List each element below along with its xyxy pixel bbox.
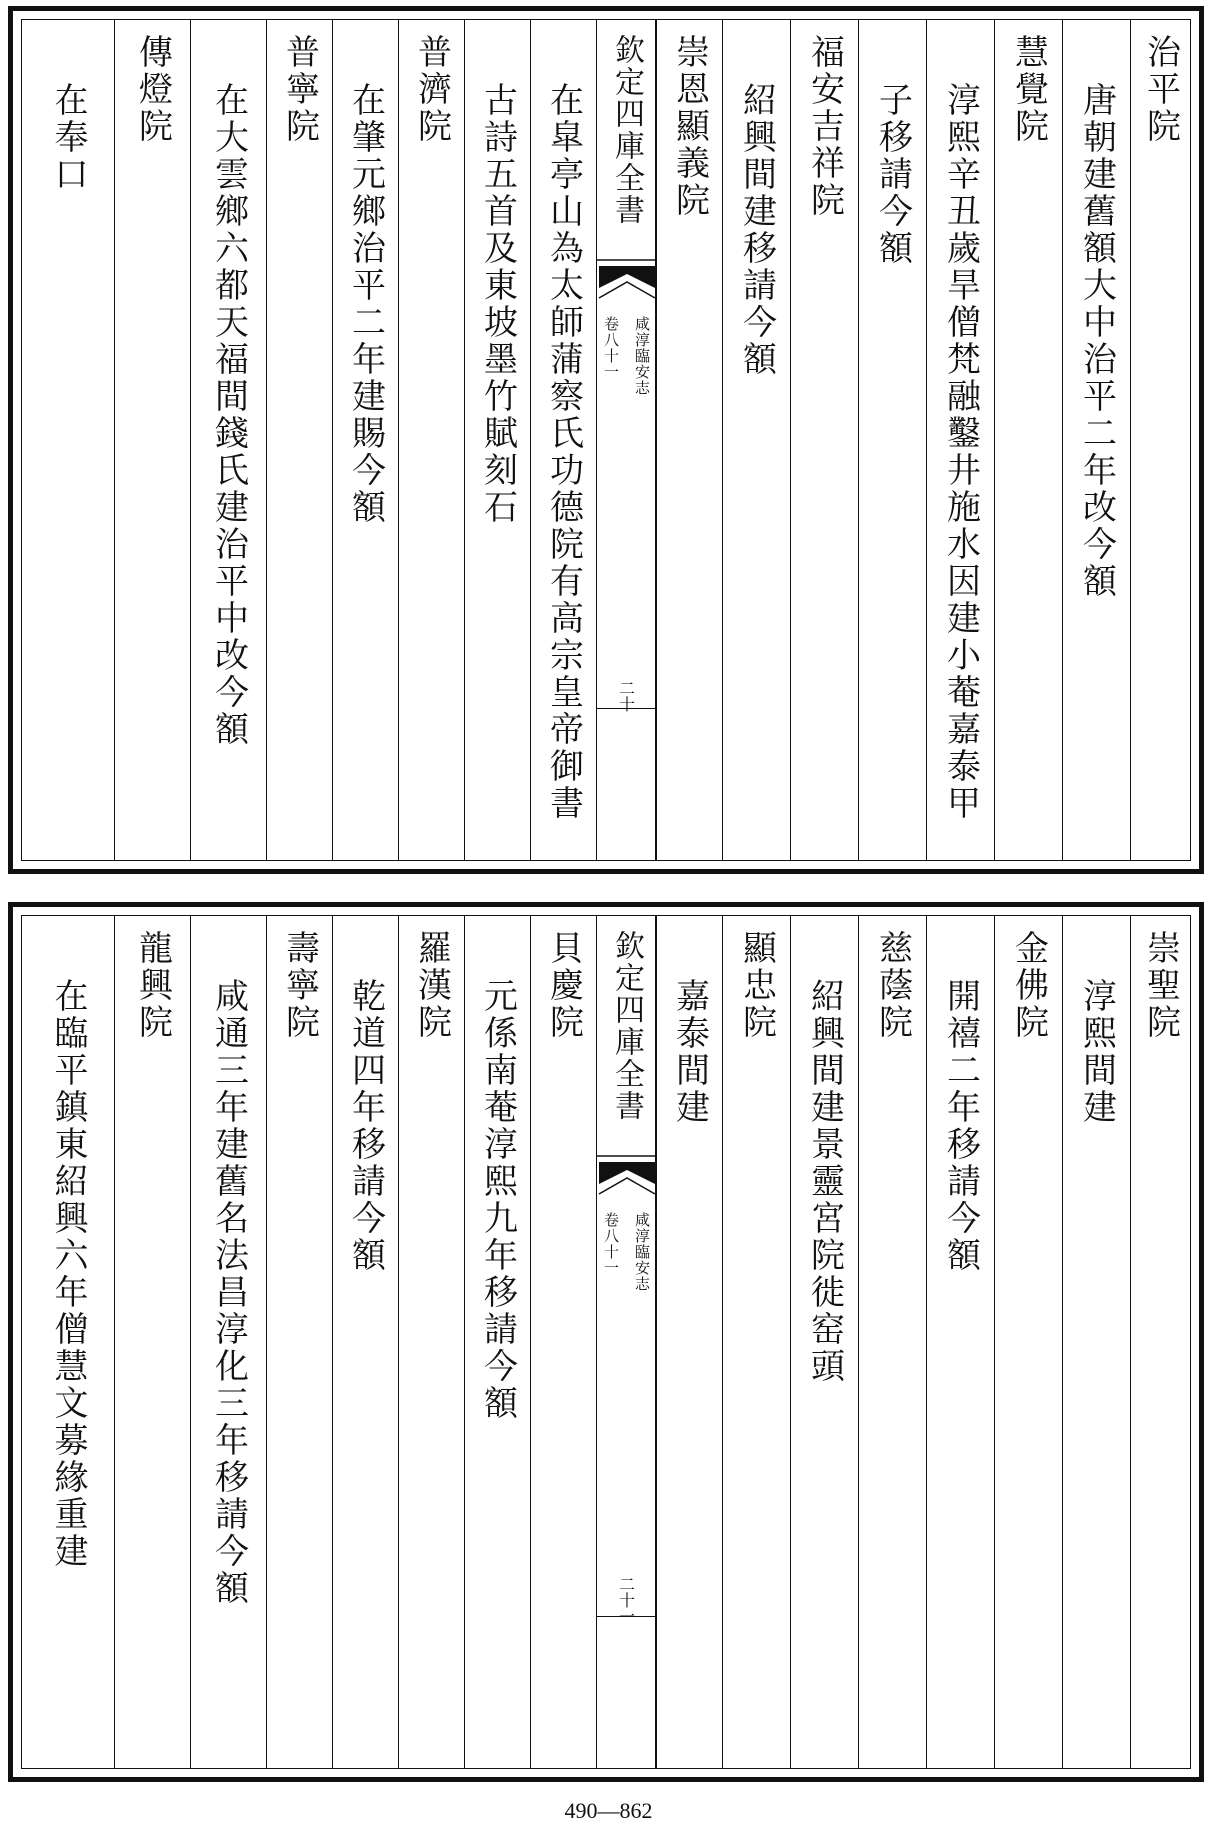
column-text: 普寧院 bbox=[279, 34, 320, 145]
column bbox=[722, 20, 790, 860]
column-text: 嘉泰間建 bbox=[669, 978, 710, 1126]
column bbox=[994, 916, 1062, 1768]
column-text: 貝慶院 bbox=[543, 930, 584, 1041]
column bbox=[22, 20, 114, 860]
column bbox=[1062, 20, 1130, 860]
volume-number: 卷八十一 bbox=[602, 1212, 620, 1276]
fishtail-mark bbox=[597, 1154, 657, 1200]
column bbox=[530, 916, 596, 1768]
book-title: 欽定四庫全書 bbox=[609, 34, 644, 226]
column-text: 崇恩顯義院 bbox=[669, 34, 710, 219]
column bbox=[464, 20, 530, 860]
column-text: 子移請今額 bbox=[872, 82, 913, 267]
column bbox=[994, 20, 1062, 860]
column-text: 在臨平鎮東紹興六年僧慧文募緣重建 bbox=[48, 978, 88, 1570]
column bbox=[398, 20, 464, 860]
column bbox=[190, 20, 266, 860]
column bbox=[656, 20, 722, 860]
column bbox=[530, 20, 596, 860]
leaf-number: 二十 bbox=[616, 680, 636, 712]
leaf-rule bbox=[597, 708, 655, 709]
top-page-frame bbox=[21, 19, 1191, 861]
column-text: 傳燈院 bbox=[132, 34, 173, 145]
column-text: 咸通三年建舊名法昌淳化三年移請今額 bbox=[208, 978, 249, 1607]
column bbox=[464, 916, 530, 1768]
volume-number: 卷八十一 bbox=[602, 316, 620, 380]
column bbox=[858, 916, 926, 1768]
column-text: 紹興間建景靈宮院徙窑頭 bbox=[804, 978, 845, 1385]
column bbox=[790, 916, 858, 1768]
volume-title: 咸淳臨安志 bbox=[633, 316, 651, 396]
column bbox=[332, 20, 398, 860]
column bbox=[722, 916, 790, 1768]
column-text: 元係南菴淳熙九年移請今額 bbox=[477, 978, 518, 1422]
bottom-page-frame bbox=[21, 915, 1191, 1769]
column-text: 開禧二年移請今額 bbox=[940, 978, 981, 1274]
leaf-number: 二十一 bbox=[616, 1576, 636, 1624]
book-title: 欽定四庫全書 bbox=[609, 930, 644, 1122]
bottom-page bbox=[8, 902, 1204, 1782]
column bbox=[926, 916, 994, 1768]
column bbox=[790, 20, 858, 860]
column bbox=[266, 20, 332, 860]
column-text: 在皐亭山為太師蒲察氏功德院有高宗皇帝御書 bbox=[543, 82, 584, 822]
column-text: 唐朝建舊額大中治平二年改今額 bbox=[1076, 82, 1117, 600]
center-fold-column bbox=[596, 20, 656, 860]
column bbox=[1130, 916, 1190, 1768]
column-text: 顯忠院 bbox=[736, 930, 777, 1041]
column-text: 慧覺院 bbox=[1008, 34, 1049, 145]
column-text: 福安吉祥院 bbox=[804, 34, 845, 219]
column-text: 淳熙辛丑歲旱僧梵融鑿井施水因建小菴嘉泰甲 bbox=[940, 82, 981, 822]
column-text: 在奉口 bbox=[48, 82, 88, 193]
column-text: 古詩五首及東坡墨竹賦刻石 bbox=[477, 82, 518, 526]
column-text: 在大雲鄉六都天福間錢氏建治平中改今額 bbox=[208, 82, 249, 748]
column bbox=[1062, 916, 1130, 1768]
column-text: 金佛院 bbox=[1008, 930, 1049, 1041]
column-text: 崇聖院 bbox=[1140, 930, 1181, 1041]
volume-title: 咸淳臨安志 bbox=[633, 1212, 651, 1292]
top-page bbox=[8, 6, 1204, 874]
column bbox=[398, 916, 464, 1768]
column bbox=[190, 916, 266, 1768]
column bbox=[656, 916, 722, 1768]
column-text: 壽寧院 bbox=[279, 930, 320, 1041]
page-number: 490—862 bbox=[564, 1798, 653, 1823]
fishtail-mark bbox=[597, 258, 657, 304]
column bbox=[266, 916, 332, 1768]
column bbox=[114, 20, 190, 860]
column-text: 普濟院 bbox=[411, 34, 452, 145]
column-text: 紹興間建移請今額 bbox=[736, 82, 777, 378]
column bbox=[1130, 20, 1190, 860]
column-text: 羅漢院 bbox=[411, 930, 452, 1041]
column-text: 淳熙間建 bbox=[1076, 978, 1117, 1126]
center-fold-column bbox=[596, 916, 656, 1768]
column-text: 龍興院 bbox=[132, 930, 173, 1041]
column-text: 慈蔭院 bbox=[872, 930, 913, 1041]
column-text: 治平院 bbox=[1140, 34, 1181, 145]
column-text: 乾道四年移請今額 bbox=[345, 978, 386, 1274]
column bbox=[22, 916, 114, 1768]
column bbox=[114, 916, 190, 1768]
leaf-rule bbox=[597, 1616, 655, 1617]
column bbox=[332, 916, 398, 1768]
column bbox=[858, 20, 926, 860]
column-text: 在肇元鄉治平二年建賜今額 bbox=[345, 82, 386, 526]
column bbox=[926, 20, 994, 860]
